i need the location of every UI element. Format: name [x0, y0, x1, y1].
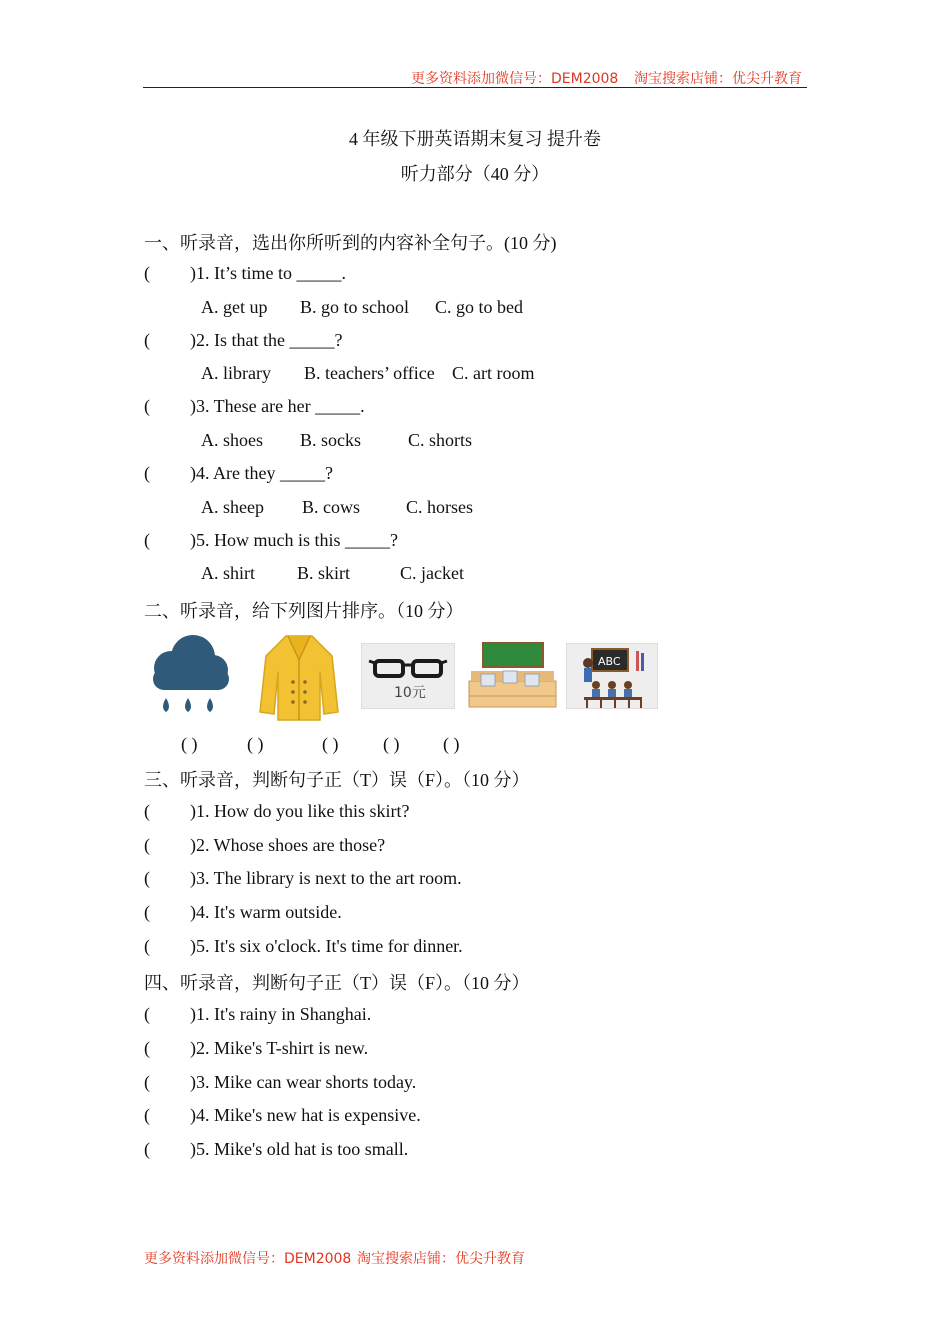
- picture-blank-5[interactable]: ( ): [443, 734, 460, 754]
- board-text: ABC: [598, 655, 621, 668]
- s1-q3-option-a: A. shoes: [201, 430, 263, 450]
- footer-taobao: 淘宝搜索店铺：优尖升教育: [357, 1251, 525, 1267]
- s1-question-5: ( )5. How much is this _____?: [144, 530, 398, 550]
- computer-room-picture: [467, 641, 558, 709]
- price-label: 10元: [394, 685, 426, 701]
- picture-blank-1[interactable]: ( ): [181, 734, 198, 754]
- s1-q2-option-b: B. teachers’ office: [304, 363, 435, 383]
- s4-item-1: ( )1. It's rainy in Shanghai.: [144, 1004, 372, 1024]
- s4-item-4: ( )4. Mike's new hat is expensive.: [144, 1105, 421, 1125]
- s4-item-5: ( )5. Mike's old hat is too small.: [144, 1139, 409, 1159]
- s1-q2-option-a: A. library: [201, 363, 271, 383]
- classroom-picture: [566, 643, 658, 709]
- coat-picture: [258, 632, 340, 722]
- s3-item-5: ( )5. It's six o'clock. It's time for dinner.: [144, 936, 463, 956]
- s1-q1-option-a: A. get up: [201, 297, 268, 317]
- section2-heading: 二、听录音，给下列图片排序。（10 分）: [144, 601, 464, 621]
- header-wechat: 更多资料添加微信号：DEM2008: [411, 71, 619, 87]
- s3-item-3: ( )3. The library is next to the art room.: [144, 868, 462, 888]
- s1-q2-option-c: C. art room: [452, 363, 535, 383]
- page-title: 4 年级下册英语期末复习 提升卷: [349, 129, 601, 149]
- s1-question-4: ( )4. Are they _____?: [144, 463, 333, 483]
- section1-heading: 一、听录音，选出你所听到的内容补全句子。(10 分): [144, 233, 557, 253]
- s1-q4-option-a: A. sheep: [201, 497, 264, 517]
- s1-question-2: ( )2. Is that the _____?: [144, 330, 343, 350]
- s1-q4-option-b: B. cows: [302, 497, 360, 517]
- picture-blank-4[interactable]: ( ): [383, 734, 400, 754]
- footer-wechat: 更多资料添加微信号：DEM2008: [144, 1251, 352, 1267]
- s1-question-1: ( )1. It’s time to _____.: [144, 263, 346, 283]
- s3-item-1: ( )1. How do you like this skirt?: [144, 801, 410, 821]
- picture-blank-3[interactable]: ( ): [322, 734, 339, 754]
- header-divider: [143, 87, 807, 88]
- s4-item-3: ( )3. Mike can wear shorts today.: [144, 1072, 417, 1092]
- header-taobao: 淘宝搜索店铺：优尖升教育: [634, 71, 802, 87]
- s3-item-2: ( )2. Whose shoes are those?: [144, 835, 386, 855]
- s1-q5-option-b: B. skirt: [297, 563, 351, 583]
- section3-heading: 三、听录音，判断句子正（T）误（F）。（10 分）: [144, 770, 530, 790]
- s4-item-2: ( )2. Mike's T-shirt is new.: [144, 1038, 369, 1058]
- section4-heading: 四、听录音，判断句子正（T）误（F）。（10 分）: [144, 973, 530, 993]
- picture-blank-2[interactable]: ( ): [247, 734, 264, 754]
- s1-q5-option-a: A. shirt: [201, 563, 255, 583]
- s1-q4-option-c: C. horses: [406, 497, 473, 517]
- s3-item-4: ( )4. It's warm outside.: [144, 902, 342, 922]
- s1-q1-option-b: B. go to school: [300, 297, 410, 317]
- s1-q1-option-c: C. go to bed: [435, 297, 523, 317]
- glasses-picture: [361, 643, 455, 709]
- s1-q3-option-b: B. socks: [300, 430, 362, 450]
- s1-question-3: ( )3. These are her _____.: [144, 396, 365, 416]
- s1-q5-option-c: C. jacket: [400, 563, 464, 583]
- page-subtitle: 听力部分（40 分）: [400, 164, 550, 184]
- rain-cloud-picture: [147, 632, 233, 722]
- s1-q3-option-c: C. shorts: [408, 430, 473, 450]
